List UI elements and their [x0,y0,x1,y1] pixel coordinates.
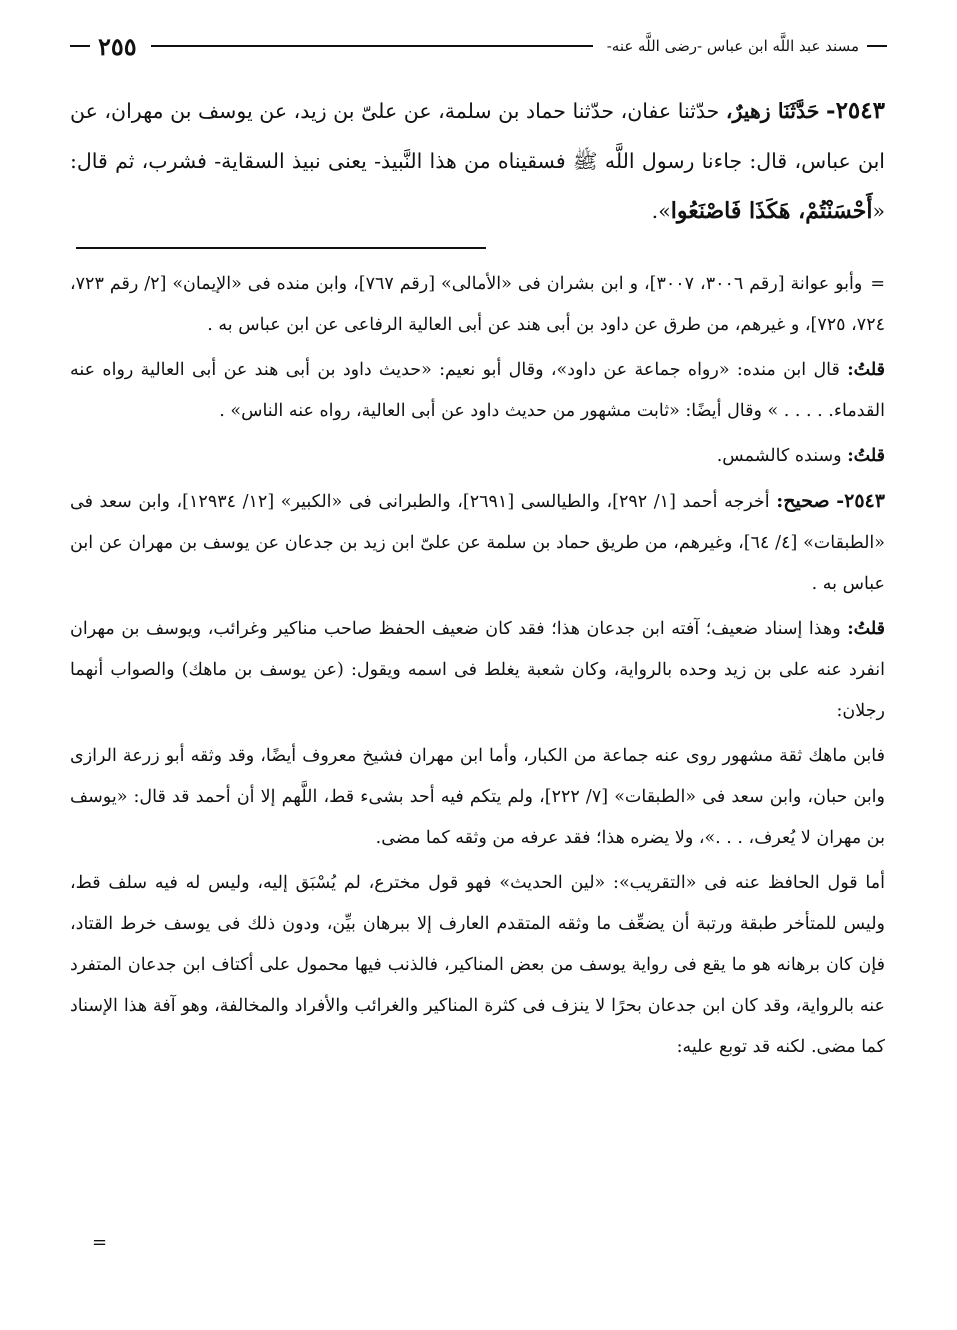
footnote-paragraph [70,736,885,859]
hadith-body: حدّثنا عفان، حدّثنا حماد بن سلمة، عن علىّ بن زيد، عن يوسف بن مهران، عن ابن عباس، قال: جاءنا رسول اللَّه ﷺ فسقيناه من هذا النَّبيذ- يعنى نبيذ السقاية- فشرب، ثم قال: « [70,99,885,223]
footnote-text: وأبو عوانة [رقم ٣٠٠٦، ٣٠٠٧]، و ابن بشران فى «الأمالى» [رقم ٧٦٧]، وابن منده فى «الإيمان» [٢/ رقم ٧٢٣، ٧٢٤، ٧٢٥]، و غيرهم، من طرق عن داود بن أبى هند عن أبى العالية الرفاعى عن ابن عباس به . [70,274,885,335]
page-number: ٢٥٥ [98,31,137,61]
footnotes [70,264,885,1072]
footnote-text: أما قول الحافظ عنه فى «التقريب»: «لين الحديث» فهو قول مخترع، لم يُسْبَق إليه، وليس له فيه سلف قط، وليس للمتأخر طبقة ورتبة أن يضعِّف ما وثقه المتقدم العارف إلا ببرهان بيِّن، ودون ذلك فى يوسف خرط القتاد، فإن كان برهانه هو ما يقع فى رواية يوسف من بعض المناكير، فالذنب فيها محمول على أكتاف ابن جدعان المتفرد عنه بالرواية، وقد كان ابن جدعان بحرًا لا ينزف فى كثرة المناكير والغرائب والأفراد والمخالفة، وهو آفة هذا الإسناد كما مضى. لكنه قد توبع عليه: [70,873,885,1057]
hadith-text [70,86,885,236]
running-title: مسند عبد اللَّه ابن عباس -رضى اللَّه عنه- [606,37,859,55]
hadith-chain-start: حَدَّثَنَا زهيرٌ، [725,99,820,123]
hadith-number: ٢٥٤٣- [826,97,885,124]
header-rule [151,45,593,47]
footnote-text: قال ابن منده: «رواه جماعة عن داود»، وقال أبو نعيم: «حديث داود بن أبى هند عن أبى العالية رواه عنه القدماء. . . . . » وقال أيضًا: «ثابت مشهور من حديث داود عن أبى العالية، رواه عنه الناس» . [70,360,885,421]
hadith-paragraph [70,86,885,236]
header-dash [70,45,90,47]
footnote-text: وسنده كالشمس. [716,446,848,466]
continuation-mark: = [870,274,885,294]
header-dash [867,45,887,47]
footnote-paragraph [70,609,885,732]
hadith-grade: صحيح: [776,490,830,512]
footnote-text: فابن ماهك ثقة مشهور روى عنه جماعة من الكبار، وأما ابن مهران فشيخ معروف أيضًا، وقد وثقه أبو زرعة الرازى وابن حبان، وابن سعد فى «الطبقات» [٧/ ٢٢٢]، ولم يتكم فيه أحد بشىء قط، اللَّهم إلا أن أحمد قد قال: «يوسف بن مهران لا يُعرف، . . .»، ولا يضره هذا؛ فقد عرفه من وثقه كما مضى. [70,746,885,848]
qultu-label: قلتُ: [847,619,885,639]
footnote-number: ٢٥٤٣- [836,490,885,512]
footnote-text: أخرجه أحمد [١/ ٢٩٢]، والطيالسى [٢٦٩١]، والطبرانى فى «الكبير» [١٢/ ١٢٩٣٤]، وابن سعد فى «الطبقات» [٤/ ٦٤]، وغيرهم، من طريق حماد بن سلمة عن علىّ ابن زيد بن جدعان عن يوسف بن مهران عن ابن عباس به . [70,492,885,594]
footnote-paragraph [70,436,885,477]
page-header [70,26,887,66]
footnote-text: وهذا إسناد ضعيف؛ آفته ابن جدعان هذا؛ فقد كان ضعيف الحفظ صاحب مناكير وغرائب، ويوسف بن مهران انفرد عنه على بن زيد وحده بالرواية، وكان شعبة يغلط فى اسمه ويقول: (عن يوسف بن ماهك) والصواب أنهما رجلان: [70,619,885,721]
qultu-label: قلتُ: [847,446,885,466]
footnote-separator [76,247,486,249]
footnote-paragraph [70,481,885,605]
footnote-paragraph [70,264,885,346]
continuation-mark-bottom: = [92,1232,108,1253]
prophet-saying: أَحْسَنْتُمْ، هَكَذَا فَاصْنَعُوا [670,198,873,224]
footnote-paragraph [70,350,885,432]
footnote-paragraph [70,863,885,1068]
qultu-label: قلتُ: [847,360,885,380]
hadith-closing: ». [651,199,671,223]
